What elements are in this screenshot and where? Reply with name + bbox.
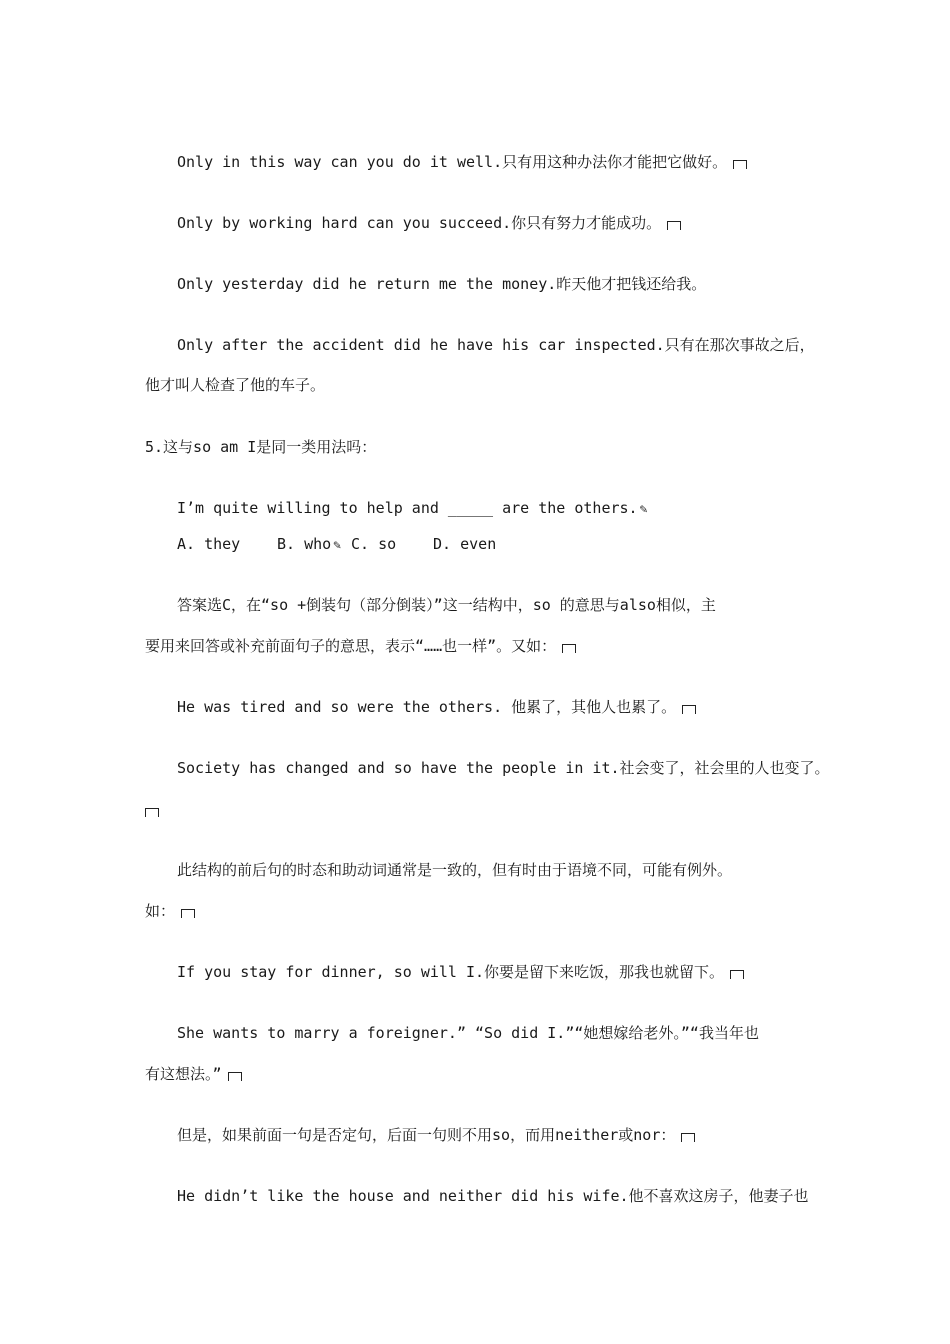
example-line: He was tired and so were the others. 他累了，其他人也累了。 [177, 697, 696, 717]
paragraph-mark-icon [145, 808, 159, 817]
paragraph-mark-icon [682, 705, 696, 714]
example-line [177, 213, 681, 233]
example-line-continued: 有这想法。” [145, 1064, 242, 1084]
tense-rule-continued: 如： [145, 901, 195, 921]
answer-options [177, 534, 496, 556]
paragraph-mark-icon [562, 644, 576, 653]
paragraph-mark-icon [730, 970, 744, 979]
example-text: Only by working hard can you succeed.你只有努力才能成功。 [177, 214, 662, 232]
example-line [177, 274, 706, 294]
option-b: B. who [277, 535, 332, 553]
example-line-continued [145, 375, 325, 395]
example-text: Only yesterday did he return me the money.昨天他才把钱还给我。 [177, 275, 707, 293]
negative-rule: 但是，如果前面一句是否定句，后面一句则不用so，而用neither或nor： [177, 1125, 695, 1145]
paragraph-mark-icon [681, 1133, 695, 1142]
paragraph-mark-icon [667, 221, 681, 230]
option-d: D. even [433, 535, 497, 553]
example-line: He didn’t like the house and neither did his wife.他不喜欢这房子，他妻子也 [177, 1187, 809, 1205]
example-text: Only in this way can you do it well.只有用这种办法你才能把它做好。 [177, 153, 728, 171]
answer-explanation: 答案选C，在“so +倒装句（部分倒装）”这一结构中，so 的意思与also相似，主 [177, 596, 716, 614]
pencil-icon: ✎ [333, 538, 342, 553]
example-line [177, 152, 747, 172]
example-line: Society has changed and so have the people in it.社会变了，社会里的人也变了。 [177, 759, 830, 777]
example-text: Only after the accident did he have his car inspected.只有在那次事故之后， [177, 336, 815, 354]
example-line: If you stay for dinner, so will I.你要是留下来吃饭，那我也就留下。 [177, 962, 744, 982]
question-sentence: I’m quite willing to help and _____ are the others. ✎ [177, 498, 647, 520]
option-a: A. they [177, 535, 241, 553]
paragraph-mark-icon [733, 160, 747, 169]
question-heading: 5.这与so am I是同一类用法吗： [145, 438, 377, 456]
tense-rule: 此结构的前后句的时态和助动词通常是一致的，但有时由于语境不同，可能有例外。 [177, 861, 733, 879]
option-c: C. so [351, 535, 397, 553]
answer-explanation-continued: 要用来回答或补充前面句子的意思，表示“……也一样”。又如： [145, 636, 576, 656]
paragraph-mark-icon [181, 909, 195, 918]
pencil-icon: ✎ [639, 502, 648, 517]
example-line: She wants to marry a foreigner.” “So did I.”“她想嫁给老外。”“我当年也 [177, 1024, 759, 1042]
example-line [177, 335, 815, 355]
example-text: 他才叫人检查了他的车子。 [145, 376, 326, 394]
paragraph-mark-icon [228, 1072, 242, 1081]
paragraph-mark-line [145, 800, 159, 820]
